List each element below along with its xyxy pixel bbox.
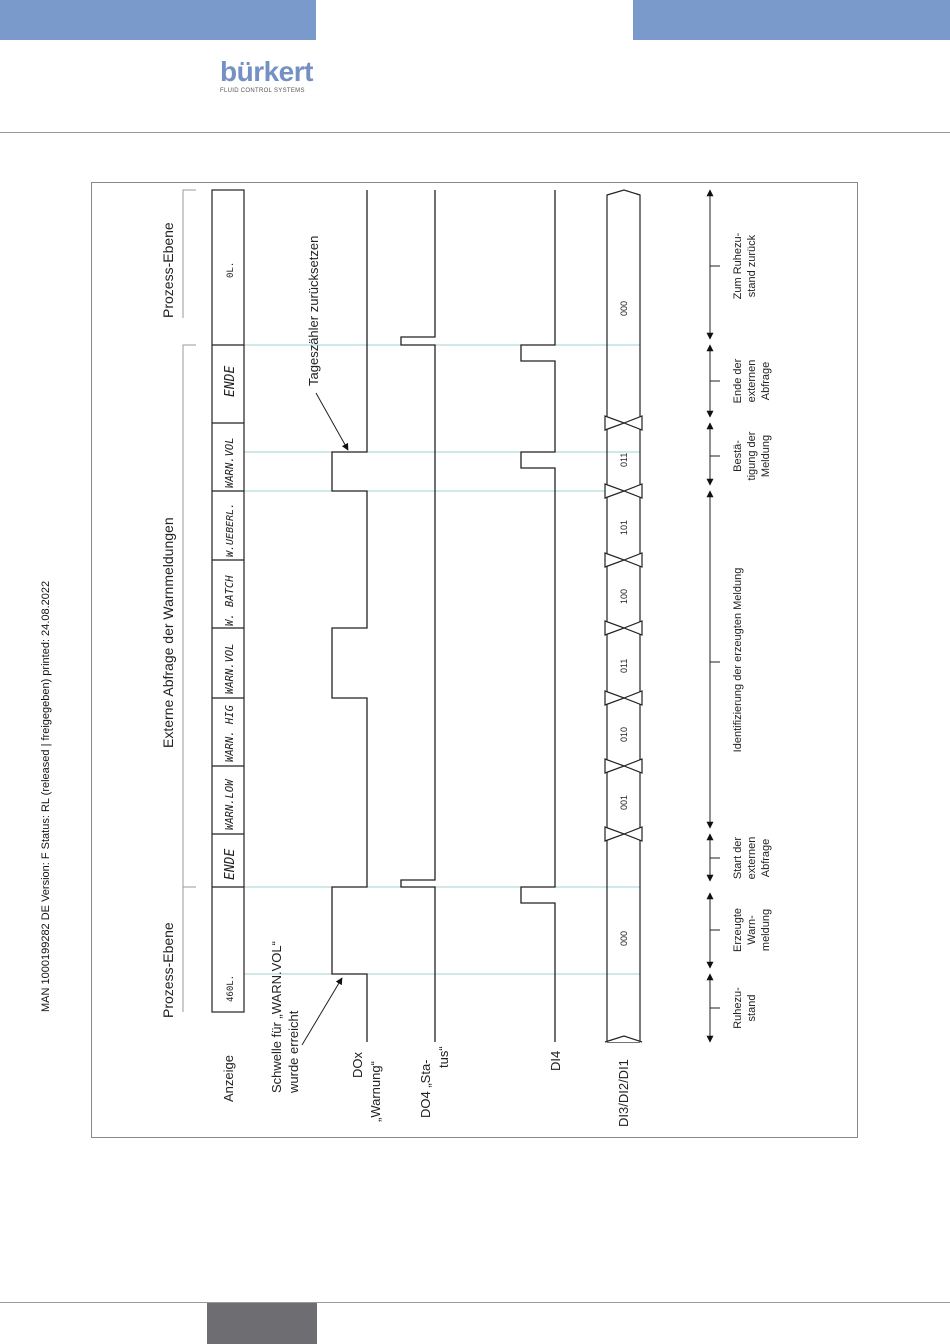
label-process-right: Prozess-Ebene (160, 222, 176, 318)
row-label-dox-1: DOx (350, 1052, 365, 1078)
display-cell-ende-1: ENDE (223, 848, 238, 880)
label-external-query: Externe Abfrage der Warnmeldungen (160, 517, 176, 748)
phase-label-identify: Identifizierung der erzeugten Meldung (732, 567, 744, 753)
row-label-threshold-1: Schwelle für „WARN.VOL“ (269, 941, 284, 1093)
phase-label-idle-1: Ruhezu- (732, 987, 744, 1029)
phase-label-return-1: Zum Ruhezu- (732, 232, 744, 300)
phase-label-start-1: Start der (732, 836, 744, 880)
bus-value-011-b: 011 (619, 452, 629, 467)
dox-waveform (332, 190, 367, 1042)
bus-value-010: 010 (619, 726, 629, 742)
phase-label-start-3: Abfrage (760, 838, 772, 878)
label-reset-counter: Tageszähler zurücksetzen (306, 235, 321, 386)
row-label-do4-1: DO4 „Sta- (418, 1059, 433, 1118)
group-brackets (183, 190, 196, 1012)
phase-label-return-2: stand zurück (746, 234, 758, 298)
di-bus (607, 190, 640, 1042)
footer-page-block (207, 1303, 317, 1344)
bus-value-101: 101 (619, 519, 629, 535)
display-cell-warn-hig: WARN. HIG (224, 705, 236, 762)
document-status-text: MAN 1000199282 DE Version: F Status: RL (released | freigegeben) printed: 24.08.2022 (40, 580, 52, 1012)
display-cell-w-ueberl: W.UEBERL. (225, 502, 236, 557)
label-process-left: Prozess-Ebene (160, 922, 176, 1018)
display-cell-0l: 0L. (226, 261, 236, 278)
di4-waveform (521, 190, 555, 1042)
phase-label-generated-3: meldung (760, 908, 772, 952)
bus-value-011-a: 011 (619, 658, 629, 673)
display-cell-warn-vol-2: WARN.VOL (224, 437, 236, 488)
phase-label-end-1: Ende der (732, 358, 744, 404)
phase-label-confirm-3: Meldung (760, 434, 772, 478)
phase-label-end-3: Abfrage (760, 361, 772, 401)
bus-value-000-a: 000 (619, 930, 629, 946)
display-cell-ende-2: ENDE (223, 365, 238, 397)
phase-label-idle-2: stand (746, 994, 758, 1022)
row-label-di4: DI4 (548, 1050, 563, 1071)
display-cell-warn-vol-1: WARN.VOL (224, 643, 236, 694)
phase-label-generated-2: Warn- (746, 915, 758, 945)
phase-label-generated-1: Erzeugte (732, 907, 744, 953)
row-label-anzeige: Anzeige (221, 1055, 236, 1102)
display-cell-w-batch: W. BATCH (224, 575, 236, 626)
display-cell-460l: 460L. (226, 974, 236, 1002)
do4-waveform (401, 190, 435, 1042)
footer-divider (0, 1302, 950, 1303)
logo-tagline: FLUID CONTROL SYSTEMS (220, 88, 305, 94)
phase-label-confirm-2: tigung der (746, 431, 758, 481)
bus-values (619, 301, 629, 946)
display-cell-warn-low: WARN.LOW (224, 779, 236, 830)
phase-label-confirm-1: Bestä- (732, 440, 744, 472)
bus-value-000-b: 000 (619, 300, 629, 316)
row-label-do4-2: tus“ (436, 1046, 451, 1068)
row-label-dox-2: „Warnung“ (368, 1061, 383, 1122)
bus-value-001: 001 (619, 794, 629, 810)
phase-axis (710, 190, 720, 1042)
row-label-di-bus: DI3/DI2/DI1 (616, 1059, 631, 1127)
logo-wordmark: bürkert (220, 56, 313, 87)
bus-value-100: 100 (619, 588, 629, 604)
phase-label-start-2: externen (746, 836, 758, 880)
phase-label-end-2: externen (746, 359, 758, 403)
row-label-threshold-2: wurde erreicht (286, 1010, 301, 1093)
